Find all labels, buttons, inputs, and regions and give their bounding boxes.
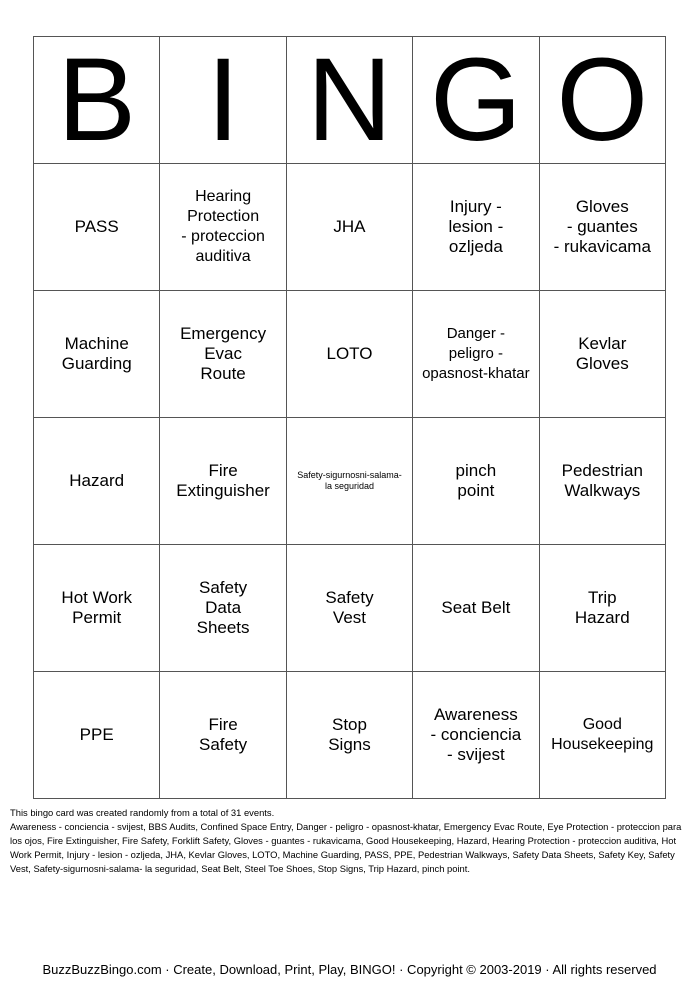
bingo-header-row xyxy=(34,37,666,164)
bingo-card xyxy=(33,36,666,799)
bingo-cell: PASS xyxy=(34,164,160,291)
header-letter-i: I xyxy=(160,37,286,164)
bingo-cell: Stop Signs xyxy=(286,672,412,799)
bingo-cell: Hot Work Permit xyxy=(34,545,160,672)
bingo-cell: Seat Belt xyxy=(413,545,539,672)
bingo-row xyxy=(34,291,666,418)
header-letter-n: N xyxy=(286,37,412,164)
bingo-cell: Injury - lesion - ozljeda xyxy=(413,164,539,291)
copyright-credit: BuzzBuzzBingo.com · Create, Download, Print, Play, BINGO! · Copyright © 2003-2019 · All rights reserved xyxy=(42,962,657,977)
header-letter-b: B xyxy=(34,37,160,164)
header-letter-o: O xyxy=(539,37,665,164)
bingo-row xyxy=(34,164,666,291)
event-list-text: Awareness - conciencia - svijest, BBS Audits, Confined Space Entry, Danger - peligro - opasnost-khatar, Emergency Evac Route, Eye Protection - proteccion para los ojos, Fire Extinguisher, Fire Safety, Forklift Safety, Gloves - guantes - rukavicama, Good Housekeeping, Hazard, Hearing Protection - proteccion auditiva, Hot Work Permit, Injury - lesion - ozljeda, JHA, Kevlar Gloves, LOTO, Machine Guarding, PASS, PPE, Pedestrian Walkways, Safety Data Sheets, Safety Key, Safety Vest, Safety-sigurnosni-salama- la seguridad, Seat Belt, Steel Toe Shoes, Stop Signs, Trip Hazard, pinch point. xyxy=(10,821,682,874)
bingo-cell: Kevlar Gloves xyxy=(539,291,665,418)
bingo-cell: Trip Hazard xyxy=(539,545,665,672)
event-count-text: This bingo card was created randomly from a total of 31 events. xyxy=(10,807,275,818)
bingo-row xyxy=(34,672,666,799)
bingo-row xyxy=(34,418,666,545)
bingo-cell: Pedestrian Walkways xyxy=(539,418,665,545)
event-list-note xyxy=(10,806,690,876)
bingo-cell: JHA xyxy=(286,164,412,291)
bingo-cell: Machine Guarding xyxy=(34,291,160,418)
bingo-cell: Fire Extinguisher xyxy=(160,418,286,545)
bingo-cell: Emergency Evac Route xyxy=(160,291,286,418)
bingo-cell: Safety-sigurnosni-salama- la seguridad xyxy=(286,418,412,545)
bingo-cell: PPE xyxy=(34,672,160,799)
bingo-cell: pinch point xyxy=(413,418,539,545)
bingo-cell: Hearing Protection - proteccion auditiva xyxy=(160,164,286,291)
bingo-cell: Safety Data Sheets xyxy=(160,545,286,672)
bingo-cell: Safety Vest xyxy=(286,545,412,672)
header-letter-g: G xyxy=(413,37,539,164)
bingo-cell: Hazard xyxy=(34,418,160,545)
bingo-cell: Danger - peligro - opasnost-khatar xyxy=(413,291,539,418)
bingo-cell: Fire Safety xyxy=(160,672,286,799)
bingo-cell: Awareness - conciencia - svijest xyxy=(413,672,539,799)
bingo-cell: Gloves - guantes - rukavicama xyxy=(539,164,665,291)
bingo-row xyxy=(34,545,666,672)
bingo-cell: Good Housekeeping xyxy=(539,672,665,799)
bingo-cell: LOTO xyxy=(286,291,412,418)
